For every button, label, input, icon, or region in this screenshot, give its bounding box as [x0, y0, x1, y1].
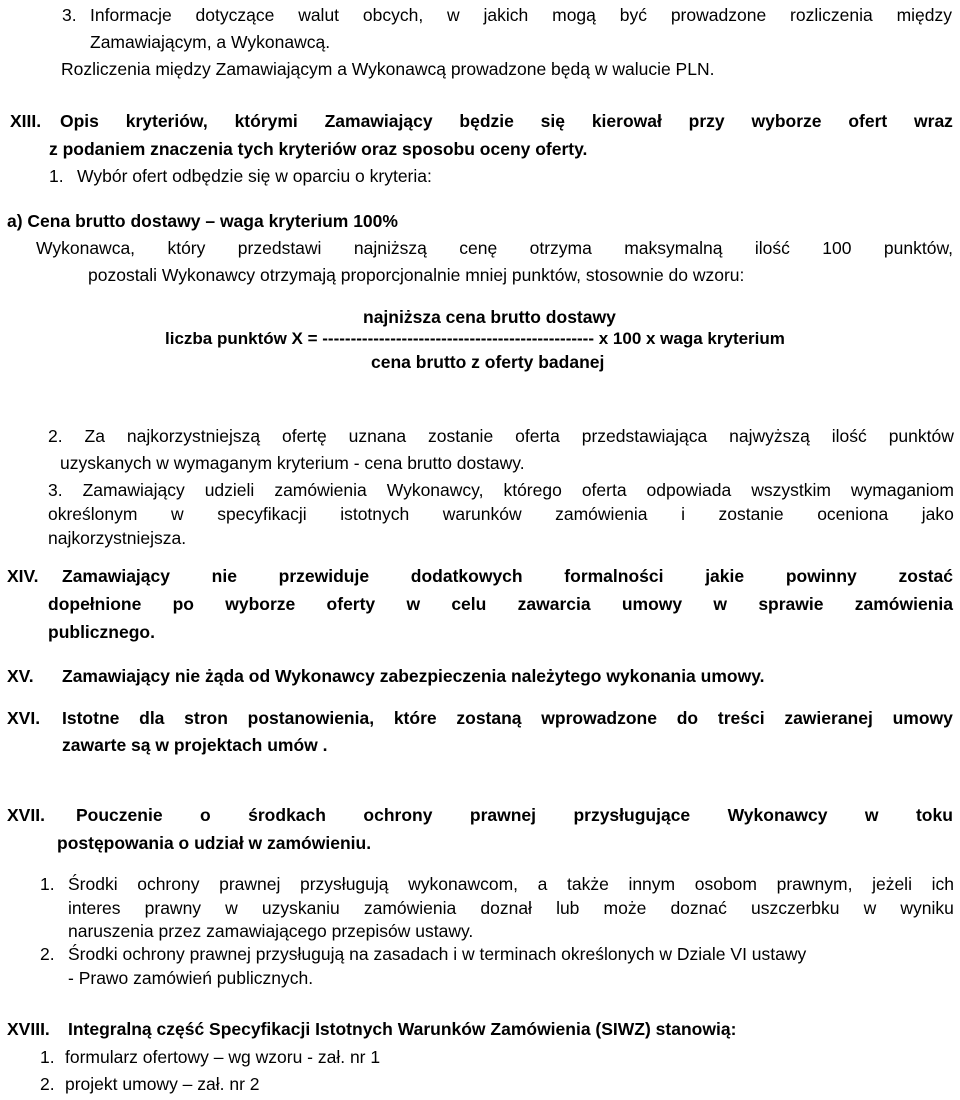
word: wszystkim — [751, 480, 831, 500]
word: jako — [921, 504, 954, 524]
word: w — [406, 594, 421, 614]
word: w — [713, 594, 728, 614]
word: punktów — [888, 426, 954, 446]
word: otrzyma — [529, 238, 592, 258]
word: doznał — [480, 898, 532, 918]
word: dla — [139, 708, 165, 728]
section-heading-line: zawarte są w projektach umów . — [62, 735, 328, 755]
word: osobom — [694, 874, 757, 894]
word: formalności — [564, 566, 664, 586]
word: interes — [68, 898, 121, 918]
word: specyfikacji — [217, 504, 307, 524]
word: także — [567, 874, 609, 894]
word: środkach — [248, 805, 326, 825]
word: prawnej — [469, 805, 537, 825]
word: umowy — [621, 594, 683, 614]
word: kierował — [591, 111, 662, 131]
section-number: XV. — [7, 666, 34, 686]
word: treści — [717, 708, 765, 728]
paragraph-line: Wybór ofert odbędzie się w oparciu o kryteria: — [77, 166, 432, 186]
word: oferty — [326, 594, 376, 614]
word: być — [619, 5, 647, 25]
word: wymaganiom — [850, 480, 954, 500]
word: zostanie — [428, 426, 494, 446]
word: najwyższą — [729, 426, 810, 446]
word: ochrony — [137, 874, 200, 894]
word: ilość — [831, 426, 867, 446]
paragraph-line — [48, 502, 954, 526]
word: punktów, — [883, 238, 953, 258]
section-heading: Zamawiający nie żąda od Wykonawcy zabezpieczenia należytego wykonania umowy. — [62, 666, 765, 686]
section-heading: Integralną część Specyfikacji Istotnych Warunków Zamówienia (SIWZ) stanowią: — [68, 1019, 737, 1039]
paragraph-line — [68, 896, 954, 920]
word: 3. — [48, 480, 63, 500]
justified-line — [48, 478, 954, 502]
word: jeżeli — [872, 874, 912, 894]
word: obcych, — [362, 5, 424, 25]
word: wykonawcom, — [408, 874, 519, 894]
word: ofert — [848, 111, 888, 131]
word: odpowiada — [646, 480, 732, 500]
paragraph-line — [48, 478, 954, 502]
word: zawarcia — [517, 594, 591, 614]
word: istotnych — [340, 504, 410, 524]
formula-line: liczba punktów X = ------------------------------------------------ x 100 x waga kryterium — [165, 329, 785, 348]
word: zamówienia — [854, 594, 953, 614]
word: walut — [298, 5, 340, 25]
word: zamówienia — [363, 898, 457, 918]
word: przysługują — [300, 874, 389, 894]
section-number: XVIII. — [7, 1019, 50, 1039]
paragraph-line — [36, 236, 953, 260]
section-heading — [62, 564, 953, 588]
word: wyborze — [225, 594, 296, 614]
list-item: projekt umowy – zał. nr 2 — [65, 1074, 260, 1094]
word: ich — [931, 874, 954, 894]
justified-line — [48, 502, 954, 526]
word: w — [171, 504, 184, 524]
word: wprowadzone — [541, 708, 657, 728]
section-heading — [62, 706, 953, 730]
word: mogą — [552, 5, 596, 25]
word: się — [540, 111, 565, 131]
word: dodatkowych — [410, 566, 523, 586]
list-item: formularz ofertowy – wg wzoru - zał. nr 1 — [65, 1047, 381, 1067]
word: zostaną — [456, 708, 522, 728]
word: Pouczenie — [76, 805, 163, 825]
word: wyniku — [900, 898, 954, 918]
word: powinny — [785, 566, 857, 586]
paragraph-line: pozostali Wykonawcy otrzymają proporcjonalnie mniej punktów, stosownie do wzoru: — [88, 265, 745, 285]
item-number: 2. — [40, 1074, 55, 1094]
word: który — [167, 238, 206, 258]
word: prowadzone — [670, 5, 767, 25]
word: w — [225, 898, 238, 918]
paragraph-line: Rozliczenia między Zamawiającym a Wykonawcą prowadzone będą w walucie PLN. — [61, 59, 715, 79]
item-number: 3. — [62, 5, 77, 25]
word: uszczerbku — [750, 898, 840, 918]
word: i — [681, 504, 685, 524]
section-heading — [60, 109, 953, 133]
section-heading-line: postępowania o udział w zamówieniu. — [57, 833, 372, 853]
word: Zamawiający — [62, 566, 170, 586]
word: nie — [211, 566, 237, 586]
paragraph-line — [68, 872, 954, 896]
justified-line — [36, 236, 953, 260]
criterion-heading: a) Cena brutto dostawy – waga kryterium 100% — [7, 211, 398, 231]
word: udzieli — [204, 480, 255, 500]
paragraph-line: - Prawo zamówień publicznych. — [68, 968, 314, 988]
word: po — [172, 594, 194, 614]
justified-line — [62, 706, 953, 730]
word: zostać — [898, 566, 953, 586]
justified-line — [48, 424, 954, 448]
word: zamówienia — [274, 480, 367, 500]
word: cenę — [459, 238, 498, 258]
item-number: 2. — [40, 944, 55, 964]
justified-line — [48, 592, 953, 616]
word: oferta — [515, 426, 560, 446]
word: określonym — [48, 504, 138, 524]
paragraph-line: najkorzystniejsza. — [48, 528, 187, 548]
word: zostanie — [718, 504, 784, 524]
word: 100 — [822, 238, 852, 258]
word: celu — [451, 594, 487, 614]
word: dotyczące — [195, 5, 275, 25]
justified-line — [62, 564, 953, 588]
word: które — [393, 708, 437, 728]
word: Informacje — [90, 5, 172, 25]
word: przedstawiająca — [581, 426, 708, 446]
word: Wykonawca, — [36, 238, 136, 258]
word: którymi — [234, 111, 298, 131]
word: 2. — [48, 426, 63, 446]
word: najniższą — [353, 238, 427, 258]
section-number: XVI. — [7, 708, 41, 728]
word: ochrony — [363, 805, 433, 825]
item-number: 1. — [40, 874, 55, 894]
paragraph-line: Środki ochrony prawnej przysługują na zasadach i w terminach określonych w Dziale VI ustawy — [68, 944, 807, 964]
word: doznać — [670, 898, 727, 918]
word: kryteriów, — [125, 111, 208, 131]
word: uzyskaniu — [261, 898, 340, 918]
word: maksymalną — [624, 238, 723, 258]
paragraph-line: naruszenia przez zamawiającego przepisów ustawy. — [68, 921, 474, 941]
word: uznana — [348, 426, 407, 446]
word: przysługujące — [573, 805, 691, 825]
word: innym — [628, 874, 676, 894]
word: Zamawiający — [82, 480, 185, 500]
formula-denominator: cena brutto z oferty badanej — [371, 352, 605, 372]
word: w — [863, 898, 877, 918]
item-number: 1. — [40, 1047, 55, 1067]
justified-line — [90, 3, 952, 27]
word: najkorzystniejszą — [126, 426, 261, 446]
word: przewiduje — [278, 566, 370, 586]
word: warunków — [442, 504, 522, 524]
word: sprawie — [758, 594, 824, 614]
word: w — [864, 805, 879, 825]
word: przy — [688, 111, 725, 131]
word: którego — [503, 480, 562, 500]
word: między — [896, 5, 952, 25]
word: będzie — [459, 111, 514, 131]
word: postanowienia, — [247, 708, 375, 728]
word: jakie — [705, 566, 745, 586]
word: dopełnione — [48, 594, 142, 614]
word: prawny — [144, 898, 202, 918]
word: oferta — [581, 480, 627, 500]
justified-line — [60, 109, 953, 133]
word: wraz — [914, 111, 953, 131]
word: umowy — [892, 708, 953, 728]
word: Wykonawcy, — [386, 480, 484, 500]
section-heading-line: z podaniem znaczenia tych kryteriów oraz sposobu oceny oferty. — [49, 139, 588, 159]
section-heading-line: publicznego. — [48, 622, 155, 642]
section-heading — [48, 592, 953, 616]
word: stron — [184, 708, 228, 728]
word: w — [447, 5, 460, 25]
word: oceniona — [817, 504, 889, 524]
word: ilość — [754, 238, 790, 258]
word: o — [200, 805, 211, 825]
word: lub — [556, 898, 580, 918]
formula-numerator: najniższa cena brutto dostawy — [363, 307, 616, 327]
word: a — [537, 874, 548, 894]
section-heading — [76, 803, 953, 827]
justified-line — [76, 803, 953, 827]
word: prawnej — [219, 874, 281, 894]
word: Istotne — [62, 708, 120, 728]
item-number: 1. — [49, 166, 64, 186]
word: rozliczenia — [790, 5, 873, 25]
word: może — [603, 898, 647, 918]
word: jakich — [483, 5, 529, 25]
section-number: XIV. — [7, 566, 39, 586]
word: ofertę — [282, 426, 327, 446]
paragraph-line — [48, 424, 954, 448]
word: Środki — [68, 874, 118, 894]
word: Wykonawcy — [727, 805, 828, 825]
paragraph-line: uzyskanych w wymaganym kryterium - cena brutto dostawy. — [60, 453, 525, 473]
section-number: XIII. — [10, 111, 42, 131]
word: przedstawi — [237, 238, 322, 258]
word: Zamawiający — [324, 111, 433, 131]
word: Opis — [60, 111, 99, 131]
word: wyborze — [751, 111, 822, 131]
paragraph-line: Zamawiającym, a Wykonawcą. — [90, 32, 331, 52]
justified-line — [68, 896, 954, 920]
word: prawnym, — [776, 874, 853, 894]
paragraph-line — [90, 3, 952, 27]
word: zawieranej — [784, 708, 873, 728]
word: toku — [915, 805, 953, 825]
word: do — [676, 708, 699, 728]
section-number: XVII. — [7, 805, 45, 825]
word: zamówienia — [555, 504, 648, 524]
justified-line — [68, 872, 954, 896]
word: Za — [84, 426, 105, 446]
